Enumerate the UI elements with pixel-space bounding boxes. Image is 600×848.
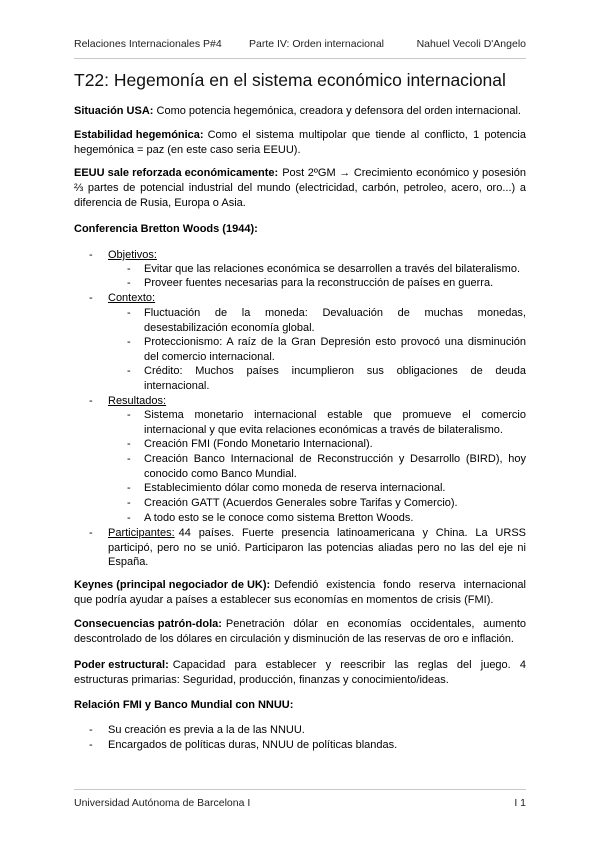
- bullet-dash: -: [89, 292, 93, 304]
- consecuencias-text-1: Penetración dólar en economías occidentales, aumento: [225, 618, 526, 630]
- poder-label: Poder estructural:: [74, 659, 169, 671]
- participantes-line-1: 44 países. Fuerte presencia latinoamericana y China. La URSS: [178, 527, 526, 539]
- objetivos-item-1: Evitar que las relaciones económica se desarrollen a través del bilateralismo.: [144, 263, 521, 275]
- participantes-line-2: participó, pero no se unió. Participaron las potencias aliadas pero no las del eje ni: [108, 541, 526, 554]
- resultados-item-1-line-2: internacional y que evita relaciones económicas a través de bilateralismo.: [144, 423, 503, 436]
- resultados-item-5: Creación GATT (Acuerdos Generales sobre Tarifas y Comercio).: [144, 497, 458, 509]
- situacion-paragraph: [74, 104, 526, 119]
- resultados-item-3-line-1: Creación Banco Internacional de Reconstrucción y Desarrollo (BIRD), hoy: [144, 453, 526, 465]
- consecuencias-text-2: descontrolado de los dólares en circulación y disminución de las reservas de oro e inflación.: [74, 633, 514, 645]
- contexto-item-1-line-1: Fluctuación de la moneda: Devaluación de muchas monedas,: [144, 307, 526, 319]
- contexto-item-2: [144, 335, 526, 364]
- bullet-dash: -: [127, 482, 131, 494]
- eeuu-text-1: Post 2ºGM → Crecimiento económico y posesión: [282, 167, 526, 179]
- eeuu-label: EEUU sale reforzada económicamente:: [74, 167, 279, 179]
- estabilidad-text-2: hegemónica = paz (en este caso seria EEUU).: [74, 144, 301, 156]
- contexto-label: Contexto:: [108, 292, 156, 304]
- participantes-line-3: España.: [108, 556, 149, 568]
- contexto-item-2-line-2: del comercio internacional.: [144, 350, 275, 363]
- bullet-dash: -: [127, 277, 131, 289]
- contexto-item-3-line-2: internacional.: [144, 379, 210, 392]
- resultados-item-4: Establecimiento dólar como moneda de reserva internacional.: [144, 482, 446, 494]
- footer-page-number: I 1: [514, 797, 526, 809]
- header-author: Nahuel Vecoli D'Angelo: [416, 38, 526, 50]
- eeuu-text-3: diferencia de Rusia, Europa o Asia.: [74, 197, 246, 209]
- keynes-text-2: que podría ayudar a países a establecer sus economías en momentos de crisis (FMI).: [74, 594, 494, 606]
- consecuencias-paragraph: [74, 617, 526, 647]
- poder-text-1: Capacidad para establecer y reescribir las reglas del juego. 4: [172, 659, 526, 671]
- relacion-heading: [74, 698, 526, 713]
- resultados-item-1-line-1: Sistema monetario internacional estable que promueve el comercio: [144, 409, 526, 421]
- header-part: Parte IV: Orden internacional: [249, 38, 385, 50]
- situacion-label: Situación USA:: [74, 105, 154, 117]
- participantes-label: Participantes:: [108, 527, 175, 539]
- bullet-dash: -: [127, 365, 131, 377]
- header-course: Relaciones Internacionales P#4: [74, 38, 222, 50]
- bullet-dash: -: [89, 527, 93, 539]
- resultados-item-3-line-2: conocido como Banco Mundial.: [144, 467, 297, 480]
- page-header: [74, 38, 526, 52]
- participantes-item: [108, 526, 526, 570]
- eeuu-paragraph: [74, 166, 526, 211]
- relacion-item-2: Encargados de políticas duras, NNUU de políticas blandas.: [108, 739, 398, 751]
- estabilidad-paragraph: [74, 128, 526, 158]
- page-title: T22: Hegemonía en el sistema económico internacional: [74, 70, 506, 90]
- bullet-dash: -: [127, 307, 131, 319]
- contexto-item-1: [144, 306, 526, 335]
- bullet-dash: -: [127, 438, 131, 450]
- poder-paragraph: [74, 658, 526, 688]
- consecuencias-label: Consecuencias patrón-dola:: [74, 618, 222, 630]
- footer-university: Universidad Autónoma de Barcelona I: [74, 797, 251, 809]
- bullet-dash: -: [89, 249, 93, 261]
- bullet-dash: -: [89, 724, 93, 736]
- bullet-dash: -: [127, 453, 131, 465]
- eeuu-text-2: ⅔ partes de potencial industrial del mundo (electricidad, carbón, petroleo, acero, oro...) a: [74, 182, 526, 194]
- keynes-text-1: Defendió existencia fondo reserva internacional: [274, 579, 526, 591]
- objetivos-item-2: Proveer fuentes necesarias para la reconstrucción de países en guerra.: [144, 277, 494, 289]
- resultados-item-6: A todo esto se le conoce como sistema Bretton Woods.: [144, 512, 414, 524]
- keynes-label: Keynes (principal negociador de UK):: [74, 579, 271, 591]
- resultados-item-3: [144, 452, 526, 481]
- footer-divider: [74, 789, 526, 790]
- bullet-dash: -: [89, 395, 93, 407]
- bullet-dash: -: [127, 336, 131, 348]
- situacion-text: Como potencia hegemónica, creadora y defensora del orden internacional.: [156, 105, 521, 117]
- header-divider: [74, 58, 526, 59]
- bullet-dash: -: [127, 512, 131, 524]
- contexto-item-1-line-2: desestabilización economía global.: [144, 321, 315, 334]
- poder-text-2: estructuras primarias: Seguridad, producción, finanzas y conocimiento/ideas.: [74, 674, 449, 686]
- bretton-heading: [74, 222, 526, 237]
- bullet-dash: -: [89, 739, 93, 751]
- contexto-item-3: [144, 364, 526, 393]
- objetivos-label: Objetivos:: [108, 249, 157, 261]
- resultados-item-1: [144, 408, 526, 437]
- contexto-item-2-line-1: Proteccionismo: A raíz de la Gran Depresión esto provocó una disminución: [144, 336, 526, 348]
- bullet-dash: -: [127, 409, 131, 421]
- bretton-heading-text: Conferencia Bretton Woods (1944):: [74, 223, 258, 235]
- bullet-dash: -: [127, 497, 131, 509]
- bullet-dash: -: [127, 263, 131, 275]
- estabilidad-label: Estabilidad hegemónica:: [74, 129, 204, 141]
- page-footer: [74, 797, 526, 809]
- resultados-item-2: Creación FMI (Fondo Monetario Internacional).: [144, 438, 373, 450]
- keynes-paragraph: [74, 578, 526, 608]
- relacion-item-1: Su creación es previa a la de las NNUU.: [108, 724, 305, 736]
- resultados-label: Resultados:: [108, 395, 167, 407]
- estabilidad-text-1: Como el sistema multipolar que tiende al conflicto, 1 potencia: [207, 129, 526, 141]
- relacion-heading-text: Relación FMI y Banco Mundial con NNUU:: [74, 699, 294, 711]
- contexto-item-3-line-1: Crédito: Muchos países incumplieron sus obligaciones de deuda: [144, 365, 526, 377]
